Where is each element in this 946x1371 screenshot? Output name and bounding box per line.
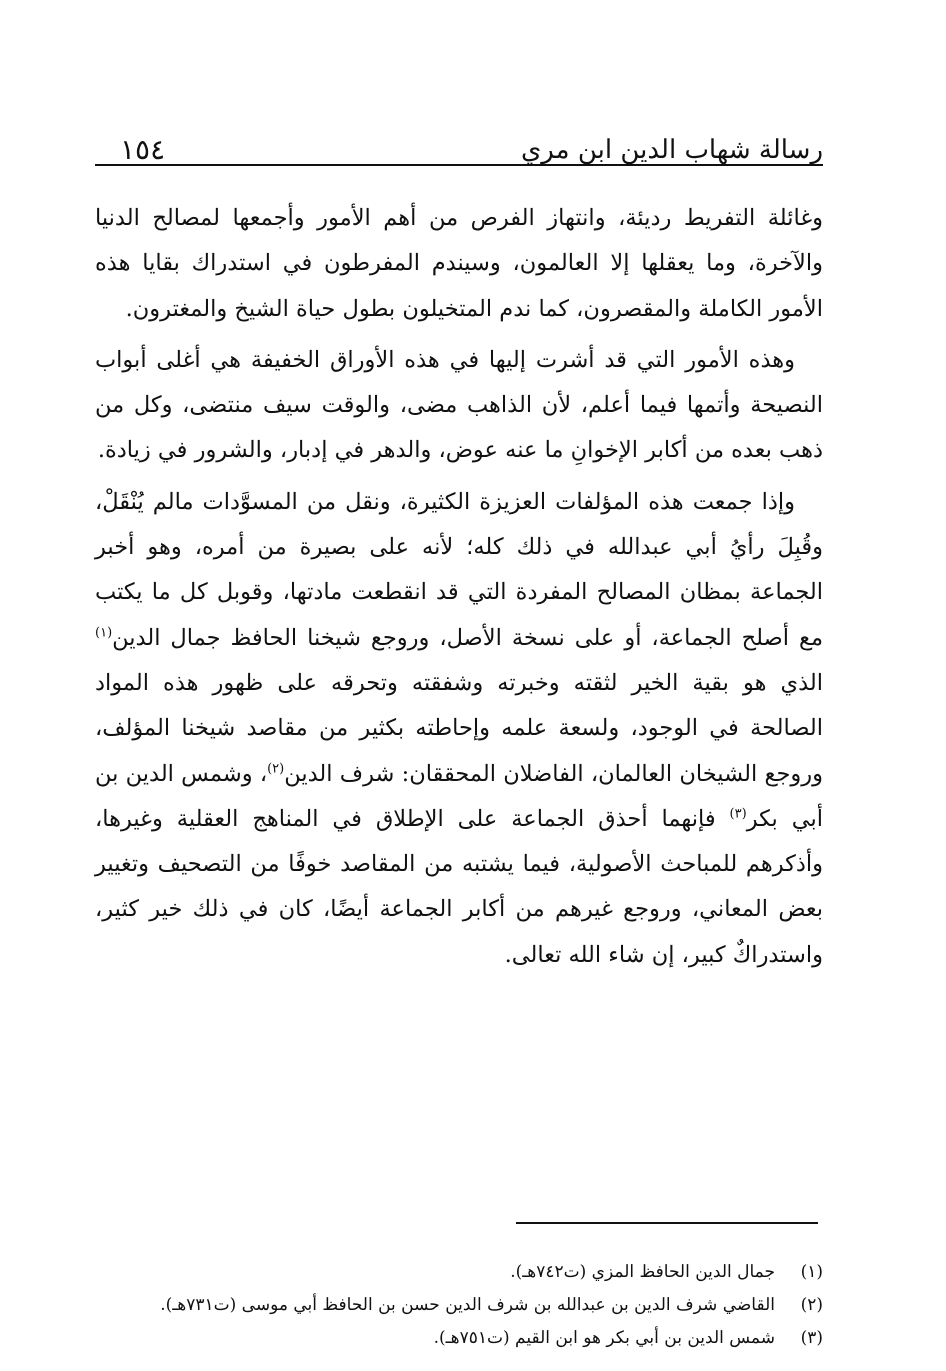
footnote-text: شمس الدين بن أبي بكر هو ابن القيم (ت٧٥١هـ). — [433, 1328, 775, 1348]
book-page — [95, 118, 823, 1348]
footnote-marker-1: (١) — [95, 625, 113, 641]
running-title: رسالة شهاب الدين ابن مري — [520, 135, 823, 165]
paragraph-3-part-1: وإذا جمعت هذه المؤلفات العزيزة الكثيرة، ونقل من المسوَّدات مالم يُنْقَلْ، وقُبِلَ رأيُ أبي عبدالله في ذلك كله؛ لأنه على بصيرة من أمره، وهو أخبر الجماعة بمظان المصالح المفردة التي قد انقطعت مادتها، وقوبل كل ما يكتب مع أصلح الجماعة، أو على نسخة الأصل، وروجع شيخنا الحافظ جمال الدين — [95, 488, 823, 651]
paragraph-3 — [95, 480, 823, 978]
footnote-number: (٢) — [800, 1295, 823, 1315]
footnote-marker-3: (٣) — [729, 806, 747, 822]
footnote-text: القاضي شرف الدين بن عبدالله بن شرف الدين حسن بن الحافظ أبي موسى (ت٧٣١هـ). — [160, 1295, 775, 1315]
footnote-2 — [115, 1289, 823, 1322]
footnote-text: جمال الدين الحافظ المزي (ت٧٤٢هـ). — [510, 1262, 775, 1282]
footnotes — [115, 1256, 823, 1355]
paragraph-2: وهذه الأمور التي قد أشرت إليها في هذه الأوراق الخفيفة هي أغلى أبواب النصيحة وأتمها فيما أعلم، لأن الذاهب مضى، والوقت سيف منتضى، وكل من ذهب بعده من أكابر الإخوانِ ما عنه عوض، والدهر في إدبار، والشرور في زيادة. — [95, 346, 823, 464]
paragraph-1: وغائلة التفريط رديئة، وانتهاز الفرص من أهم الأمور وأجمعها لمصالح الدنيا والآخرة، وما يعقلها إلا العالمون، وسيندم المفرطون في استدراك بقايا هذه الأمور الكاملة والمقصرون، كما ندم المتخيلون بطول حياة الشيخ والمغترون. — [95, 205, 823, 322]
running-header — [95, 118, 823, 168]
footnote-number: (١) — [800, 1262, 823, 1282]
body-text — [95, 196, 823, 984]
footnote-3 — [115, 1322, 823, 1355]
header-rule — [95, 164, 823, 166]
footnote-1 — [115, 1256, 823, 1289]
paragraph-3-part-3: ، وشمس الدين بن أبي بكر — [95, 760, 823, 832]
footnote-marker-2: (٢) — [267, 761, 285, 777]
page-number: ١٥٤ — [120, 133, 166, 166]
paragraph-3-part-4: فإنهما أحذق الجماعة على الإطلاق في المناهج العقلية وغيرها، وأذكرهم للمباحث الأصولية، فيما يشتبه من المقاصد خوفًا من التصحيف وتغيير بعض المعاني، وروجع غيرهم من أكابر الجماعة أيضًا، كان في ذلك خير كثير، واستدراكٌ كبير، إن شاء الله تعالى. — [95, 805, 823, 968]
footnote-number: (٣) — [800, 1328, 823, 1348]
paragraph-3-part-2: الذي هو بقية الخير لثقته وخبرته وشفقته وتحرقه على ظهور هذه المواد الصالحة في الوجود، ولسعة علمه وإحاطته بكثير من مقاصد شيخنا المؤلف، وروجع الشيخان العالمان، الفاضلان المحققان: شرف الدين — [95, 669, 823, 787]
footnote-separator — [516, 1222, 818, 1224]
